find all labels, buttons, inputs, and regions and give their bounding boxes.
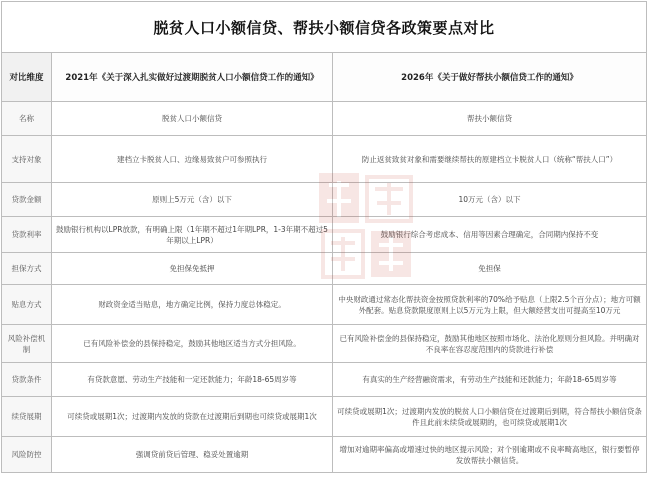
comparison-document (1, 1, 646, 491)
row-label: 风险防控 (2, 437, 52, 473)
header-2021: 2021年《关于深入扎实做好过渡期脱贫人口小额信贷工作的通知》 (52, 53, 333, 102)
table-row (2, 183, 647, 217)
cell-2026: 10万元（含）以下 (333, 183, 647, 217)
cell-2021: 强调贷前贷后管理、稳妥处置逾期 (52, 437, 333, 473)
header-2026: 2026年《关于做好帮扶小额信贷工作的通知》 (333, 53, 647, 102)
row-label: 名称 (2, 102, 52, 136)
cell-2026: 帮扶小额信贷 (333, 102, 647, 136)
header-dimension: 对比维度 (2, 53, 52, 102)
cell-2026: 鼓励银行综合考虑成本、信用等因素合理确定，合同期内保持不变 (333, 217, 647, 253)
table-row (2, 397, 647, 437)
table-row (2, 363, 647, 397)
row-label: 贷款金额 (2, 183, 52, 217)
table-row (2, 136, 647, 183)
cell-2021: 脱贫人口小额信贷 (52, 102, 333, 136)
cell-2026: 可续贷或展期1次；过渡期内发放的脱贫人口小额信贷在过渡期后到期，符合帮扶小额信贷条件且此前未续贷或展期的，也可续贷或展期1次 (333, 397, 647, 437)
header-row (2, 53, 647, 102)
table-row (2, 102, 647, 136)
cell-2026: 增加对逾期率偏高或增速过快的地区提示风险；对个别逾期或不良率畸高地区，银行要暂停发放帮扶小额信贷。 (333, 437, 647, 473)
cell-2026: 中央财政通过常态化帮扶资金按照贷款利率的70%给予贴息（上限2.5个百分点）；地方可额外配套。贴息贷款限度原则上以5万元为上限，但大额经营支出可提高至10万元 (333, 285, 647, 325)
table-row (2, 325, 647, 363)
cell-2021: 财政资金适当贴息，地方确定比例，保持力度总体稳定。 (52, 285, 333, 325)
row-label: 贴息方式 (2, 285, 52, 325)
table-row (2, 437, 647, 473)
cell-2021: 已有风险补偿金的县保持稳定，鼓励其他地区适当方式分担风险。 (52, 325, 333, 363)
table-title: 脱贫人口小额信贷、帮扶小额信贷各政策要点对比 (2, 2, 647, 53)
cell-2021: 有贷款意愿、劳动生产技能和一定还款能力；年龄18-65周岁等 (52, 363, 333, 397)
cell-2021: 免担保免抵押 (52, 253, 333, 285)
table-row (2, 217, 647, 253)
table-row (2, 285, 647, 325)
row-label: 担保方式 (2, 253, 52, 285)
cell-2026: 已有风险补偿金的县保持稳定，鼓励其他地区按照市场化、法治化原则分担风险。并明确对不良率在容忍度范围内的贷款进行补偿 (333, 325, 647, 363)
cell-2021: 可续贷或展期1次；过渡期内发放的贷款在过渡期后到期也可续贷或展期1次 (52, 397, 333, 437)
row-label: 支持对象 (2, 136, 52, 183)
table-row (2, 253, 647, 285)
cell-2021: 原则上5万元（含）以下 (52, 183, 333, 217)
cell-2021: 鼓励银行机构以LPR放款，有明确上限（1年期不超过1年期LPR，1-3年期不超过5年期以上LPR） (52, 217, 333, 253)
cell-2026: 免担保 (333, 253, 647, 285)
row-label: 风险补偿机制 (2, 325, 52, 363)
cell-2026: 有真实的生产经营融资需求，有劳动生产技能和还款能力；年龄18-65周岁等 (333, 363, 647, 397)
comparison-table (1, 1, 647, 473)
row-label: 续贷展期 (2, 397, 52, 437)
cell-2021: 建档立卡脱贫人口、边缘易致贫户可参照执行 (52, 136, 333, 183)
cell-2026: 防止返贫致贫对象和需要继续帮扶的原建档立卡脱贫人口（统称“帮扶人口”） (333, 136, 647, 183)
row-label: 贷款条件 (2, 363, 52, 397)
row-label: 贷款利率 (2, 217, 52, 253)
